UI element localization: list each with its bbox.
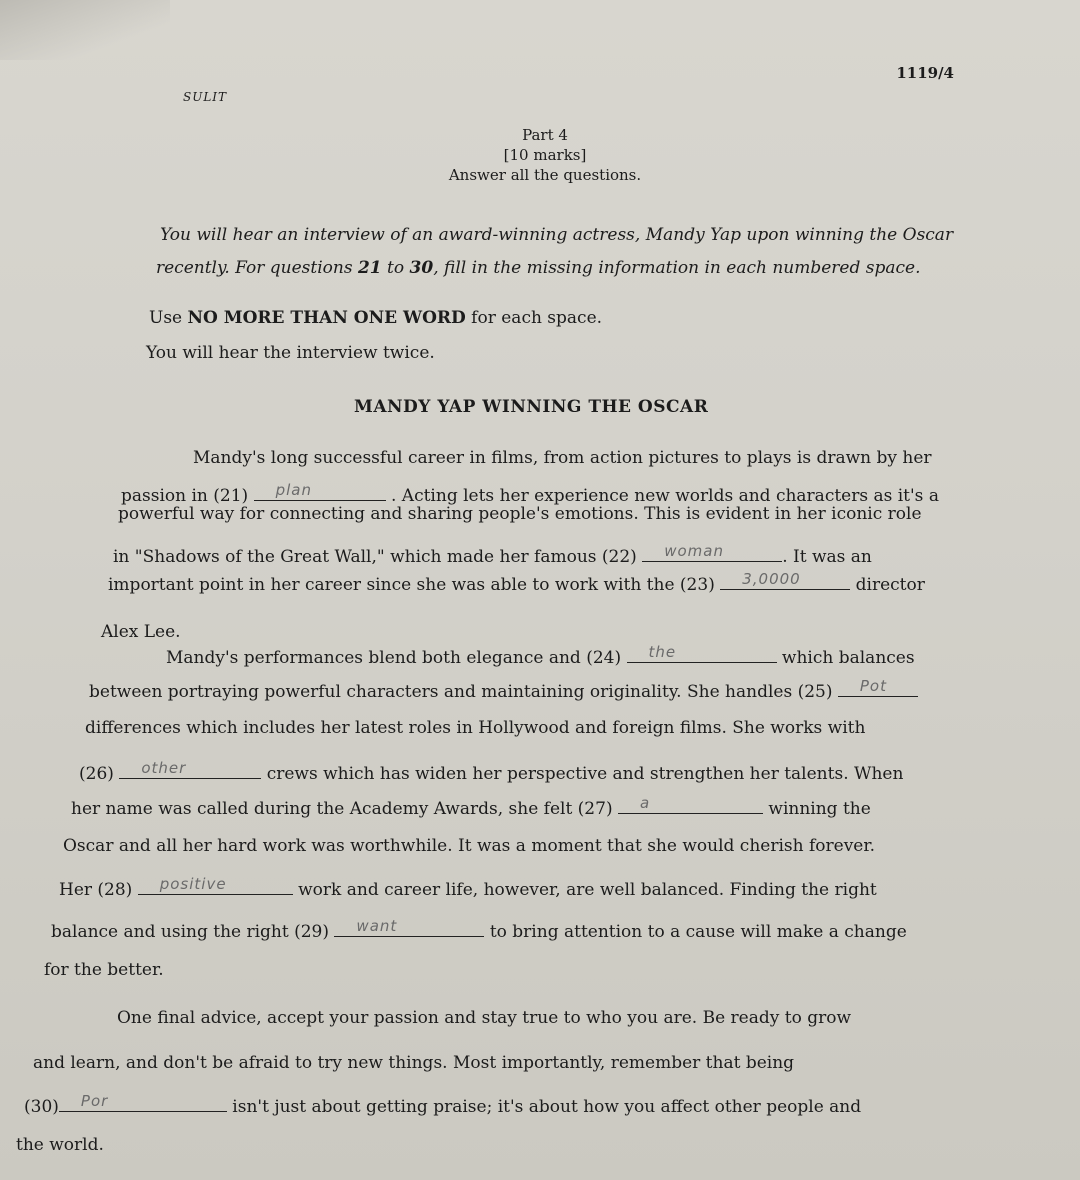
passage-line-4: in "Shadows of the Great Wall," which made her famous (22) woman . It was an <box>113 542 872 567</box>
handwritten-answer-26: other <box>141 759 187 777</box>
answer-blank-27[interactable] <box>618 794 763 814</box>
handwritten-answer-25: Pot <box>859 677 887 695</box>
passage-line-16: One final advice, accept your passion and stay true to who you are. Be ready to grow <box>117 1008 852 1028</box>
passage-line-8: between portraying powerful characters and maintaining originality. She handles (25) Pot <box>89 680 918 702</box>
answer-blank-26[interactable] <box>119 759 261 779</box>
passage-line-12: Oscar and all her hard work was worthwhile. It was a moment that she would cherish forever. <box>63 836 876 856</box>
answer-blank-24[interactable] <box>627 643 777 663</box>
marks-heading: [10 marks] <box>503 146 587 164</box>
instruction-heading: Answer all the questions. <box>448 166 642 184</box>
passage-line-17: and learn, and don't be afraid to try new things. Most importantly, remember that being <box>33 1053 795 1073</box>
handwritten-answer-30: Por <box>80 1092 109 1110</box>
passage-title: MANDY YAP WINNING THE OSCAR <box>354 397 709 417</box>
passage-line-2: passion in (21) plan . Acting lets her experience new worlds and characters as it's a <box>121 481 939 506</box>
passage-line-10: (26) other crews which has widen her perspective and strengthen her talents. When <box>79 759 904 784</box>
passage-line-11: her name was called during the Academy Awards, she felt (27) a winning the <box>71 794 871 819</box>
handwritten-answer-24: the <box>648 643 677 661</box>
answer-blank-21[interactable] <box>254 481 386 501</box>
part-heading: Part 4 <box>522 126 568 144</box>
answer-blank-25[interactable] <box>838 677 918 697</box>
passage-line-14: balance and using the right (29) want to bring attention to a cause will make a change <box>51 917 907 942</box>
handwritten-answer-21: plan <box>275 481 312 499</box>
handwritten-answer-28: positive <box>159 875 227 893</box>
handwritten-answer-22: woman <box>664 542 724 560</box>
passage-line-6: Alex Lee. <box>101 622 181 642</box>
intro-line-2: recently. For questions 21 to 30, fill in the missing information in each numbered space. <box>156 258 921 278</box>
passage-line-5: important point in her career since she was able to work with the (23) 3,0000 director <box>108 570 925 595</box>
answer-blank-30[interactable] <box>59 1092 227 1112</box>
passage-line-15: for the better. <box>44 960 164 980</box>
listen-twice-note: You will hear the interview twice. <box>146 343 435 363</box>
intro-line-1: You will hear an interview of an award-winning actress, Mandy Yap upon winning the Oscar <box>160 225 954 245</box>
passage-line-1: Mandy's long successful career in films, from action pictures to plays is drawn by her <box>193 448 932 468</box>
passage-line-3: powerful way for connecting and sharing people's emotions. This is evident in her iconic role <box>118 504 922 524</box>
answer-blank-22[interactable] <box>642 542 782 562</box>
page-corner-shadow <box>0 0 170 60</box>
handwritten-answer-23: 3,0000 <box>742 570 801 588</box>
passage-line-19: the world. <box>16 1135 104 1155</box>
answer-blank-29[interactable] <box>334 917 484 937</box>
paper-code: 1119/4 <box>896 64 954 82</box>
answer-blank-28[interactable] <box>138 875 293 895</box>
passage-line-7: Mandy's performances blend both elegance and (24) the which balances <box>166 643 915 668</box>
answer-blank-23[interactable] <box>720 570 850 590</box>
word-limit-rule: Use NO MORE THAN ONE WORD for each space. <box>149 308 603 328</box>
passage-line-13: Her (28) positive work and career life, however, are well balanced. Finding the right <box>59 875 877 900</box>
sulit-stamp: SULIT <box>183 90 228 104</box>
handwritten-answer-27: a <box>639 794 651 812</box>
passage-line-18: (30) Por isn't just about getting praise; it's about how you affect other people and <box>24 1092 862 1117</box>
passage-line-9: differences which includes her latest roles in Hollywood and foreign films. She works with <box>85 718 866 738</box>
handwritten-answer-29: want <box>356 917 398 935</box>
